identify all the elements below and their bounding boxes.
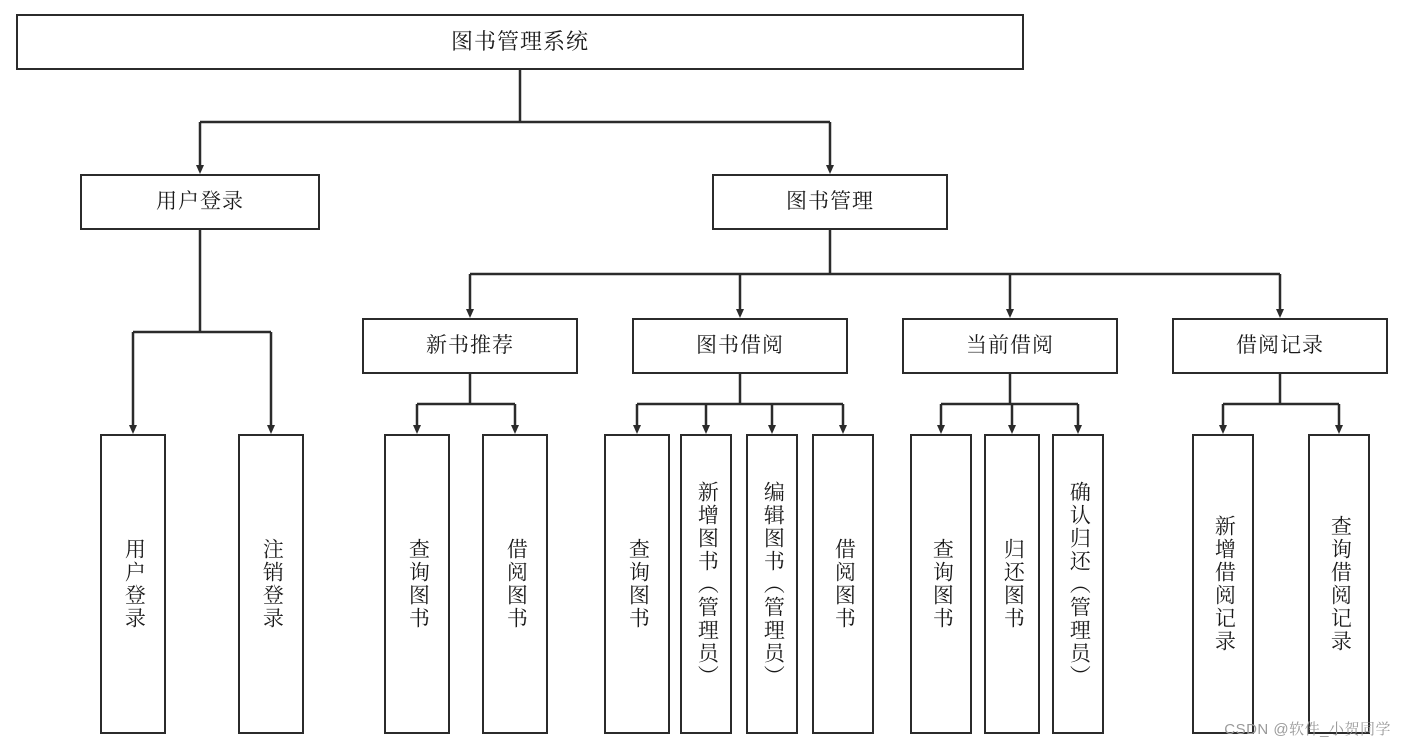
node-leaf8: 借阅图书	[812, 434, 874, 734]
node-root: 图书管理系统	[16, 14, 1024, 70]
node-borrow: 图书借阅	[632, 318, 848, 374]
node-leaf6: 新增图书（管理员）	[680, 434, 732, 734]
node-leaf2: 注销登录	[238, 434, 304, 734]
node-leaf12: 新增借阅记录	[1192, 434, 1254, 734]
node-leaf4: 借阅图书	[482, 434, 548, 734]
node-leaf13: 查询借阅记录	[1308, 434, 1370, 734]
node-records: 借阅记录	[1172, 318, 1388, 374]
node-leaf3: 查询图书	[384, 434, 450, 734]
node-bookmgmt: 图书管理	[712, 174, 948, 230]
node-newbook: 新书推荐	[362, 318, 578, 374]
watermark-text: CSDN @软件_小贺同学	[1224, 721, 1391, 738]
node-leaf5: 查询图书	[604, 434, 670, 734]
node-leaf9: 查询图书	[910, 434, 972, 734]
node-current: 当前借阅	[902, 318, 1118, 374]
node-login: 用户登录	[80, 174, 320, 230]
node-leaf11: 确认归还（管理员）	[1052, 434, 1104, 734]
node-leaf7: 编辑图书（管理员）	[746, 434, 798, 734]
node-leaf1: 用户登录	[100, 434, 166, 734]
node-leaf10: 归还图书	[984, 434, 1040, 734]
